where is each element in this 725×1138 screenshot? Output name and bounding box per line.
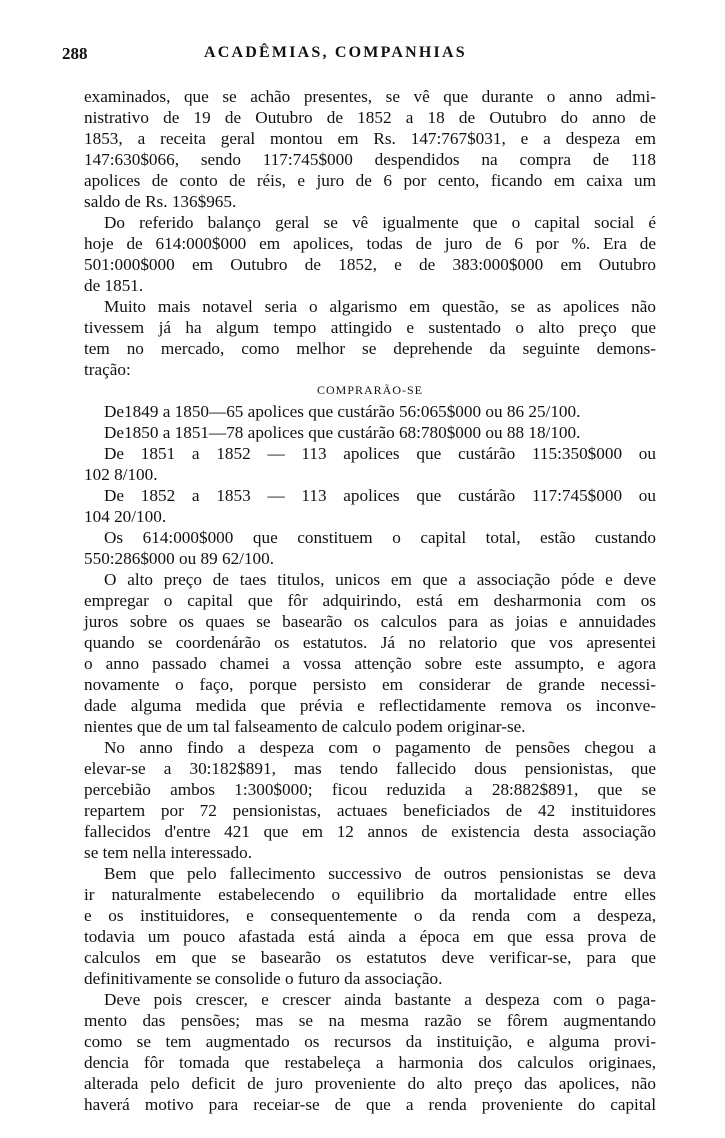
text-line: O alto preço de taes titulos, unicos em que a associação póde e deve <box>104 570 656 589</box>
text-line: dencia fôr tomada que restabeleça a harmonia dos calculos originaes, <box>84 1053 656 1072</box>
paragraph <box>84 737 656 863</box>
text-line: todavia um pouco afastada está ainda a época em que essa prova de <box>84 927 656 946</box>
text-line: haverá motivo para receiar-se de que a renda proveniente do capital <box>84 1095 656 1114</box>
text-line: alterada pelo deficit de juro proveniente do alto preço das apolices, não <box>84 1074 656 1093</box>
text-line: tração: <box>84 360 131 379</box>
text-line: 501:000$000 em Outubro de 1852, e de 383:000$000 em Outubro <box>84 255 656 274</box>
text-line: calculos em que se basearão os estatutos deve verificar-se, para que <box>84 948 656 967</box>
body-text <box>84 86 656 1115</box>
text-line: 104 20/100. <box>84 507 167 526</box>
text-line: o anno passado chamei a vossa attenção sobre este assumpto, e agora <box>84 654 656 673</box>
paragraph <box>84 443 656 485</box>
text-line: Os 614:000$000 que constituem o capital total, estão custando <box>104 528 656 547</box>
text-line: empregar o capital que fôr adquirindo, está em desharmonia com os <box>84 591 656 610</box>
text-line: Deve pois crescer, e crescer ainda bastante a despeza com o paga- <box>104 990 656 1009</box>
text-line: 102 8/100. <box>84 465 158 484</box>
text-line: dade alguma medida que prévia e reflectidamente remova os inconve- <box>84 696 656 715</box>
text-line: novamente o faço, porque persisto em considerar de grande necessi- <box>84 675 656 694</box>
page-number: 288 <box>62 44 88 63</box>
text-line: 1853, a receita geral montou em Rs. 147:767$031, e a despeza em <box>84 129 656 148</box>
text-line: De 1852 a 1853 — 113 apolices que custárão 117:745$000 ou <box>104 486 656 505</box>
text-line: elevar-se a 30:182$891, mas tendo fallecido dous pensionistas, que <box>84 759 656 778</box>
paragraph <box>84 527 656 569</box>
text-line: e os instituidores, e consequentemente o da renda com a despeza, <box>84 906 656 925</box>
text-line: tivessem já ha algum tempo attingido e sustentado o alto preço que <box>84 318 656 337</box>
running-title: ACADÊMIAS, COMPANHIAS <box>204 44 467 61</box>
text-line: repartem por 72 pensionistas, actuaes beneficiados de 42 instituidores <box>84 801 656 820</box>
text-line: COMPRARÃO-SE <box>316 383 424 397</box>
paragraph <box>84 569 656 737</box>
text-line: nistrativo de 19 de Outubro de 1852 a 18 de Outubro do anno de <box>84 108 656 127</box>
paragraph <box>84 422 656 443</box>
text-line: juros sobre os quaes se basearão os calculos para as joias e annuidades <box>84 612 656 631</box>
text-line: como se tem augmentado os recursos da instituição, e alguma provi- <box>84 1032 656 1051</box>
text-line: Do referido balanço geral se vê igualmente que o capital social é <box>104 213 656 232</box>
text-line: No anno findo a despeza com o pagamento de pensões chegou a <box>104 738 656 757</box>
page-header <box>62 44 662 68</box>
text-line: mento das pensões; mas se na mesma razão se fôrem augmentando <box>84 1011 656 1030</box>
text-line: quando se coordenárão os estatutos. Já no relatorio que vos apresentei <box>84 633 656 652</box>
paragraph <box>84 485 656 527</box>
text-line: 550:286$000 ou 89 62/100. <box>84 549 275 568</box>
text-line: De 1851 a 1852 — 113 apolices que custárão 115:350$000 ou <box>104 444 656 463</box>
text-line: nientes que de um tal falseamento de calculo podem originar-se. <box>84 717 526 736</box>
text-line: de 1851. <box>84 276 144 295</box>
text-line: definitivamente se consolide o futuro da associação. <box>84 969 443 988</box>
text-line: De1849 a 1850—65 apolices que custárão 56:065$000 ou 86 25/100. <box>104 402 581 421</box>
text-line: hoje de 614:000$000 em apolices, todas de juro de 6 por %. Era de <box>84 234 656 253</box>
text-line: Bem que pelo fallecimento successivo de outros pensionistas se deva <box>104 864 656 883</box>
text-line: apolices de conto de réis, e juro de 6 por cento, ficando em caixa um <box>84 171 656 190</box>
text-line: fallecidos d'entre 421 que em 12 annos de existencia desta associação <box>84 822 656 841</box>
section-heading <box>84 380 656 401</box>
text-line: percebião ambos 1:300$000; ficou reduzida a 28:882$891, que se <box>84 780 656 799</box>
text-line: examinados, que se achão presentes, se vê que durante o anno admi- <box>84 87 656 106</box>
text-line: De1850 a 1851—78 apolices que custárão 68:780$000 ou 88 18/100. <box>104 423 581 442</box>
text-line: tem no mercado, como melhor se deprehende da seguinte demons- <box>84 339 656 358</box>
text-line: saldo de Rs. 136$965. <box>84 192 237 211</box>
paragraph <box>84 401 656 422</box>
paragraph <box>84 863 656 989</box>
text-line: 147:630$066, sendo 117:745$000 despendidos na compra de 118 <box>84 150 656 169</box>
paragraph <box>84 86 656 212</box>
text-line: Muito mais notavel seria o algarismo em questão, se as apolices não <box>104 297 656 316</box>
text-line: se tem nella interessado. <box>84 843 252 862</box>
text-line: ir naturalmente estabelecendo o equilibrio da mortalidade entre elles <box>84 885 656 904</box>
paragraph <box>84 212 656 296</box>
paragraph <box>84 989 656 1115</box>
paragraph <box>84 296 656 380</box>
